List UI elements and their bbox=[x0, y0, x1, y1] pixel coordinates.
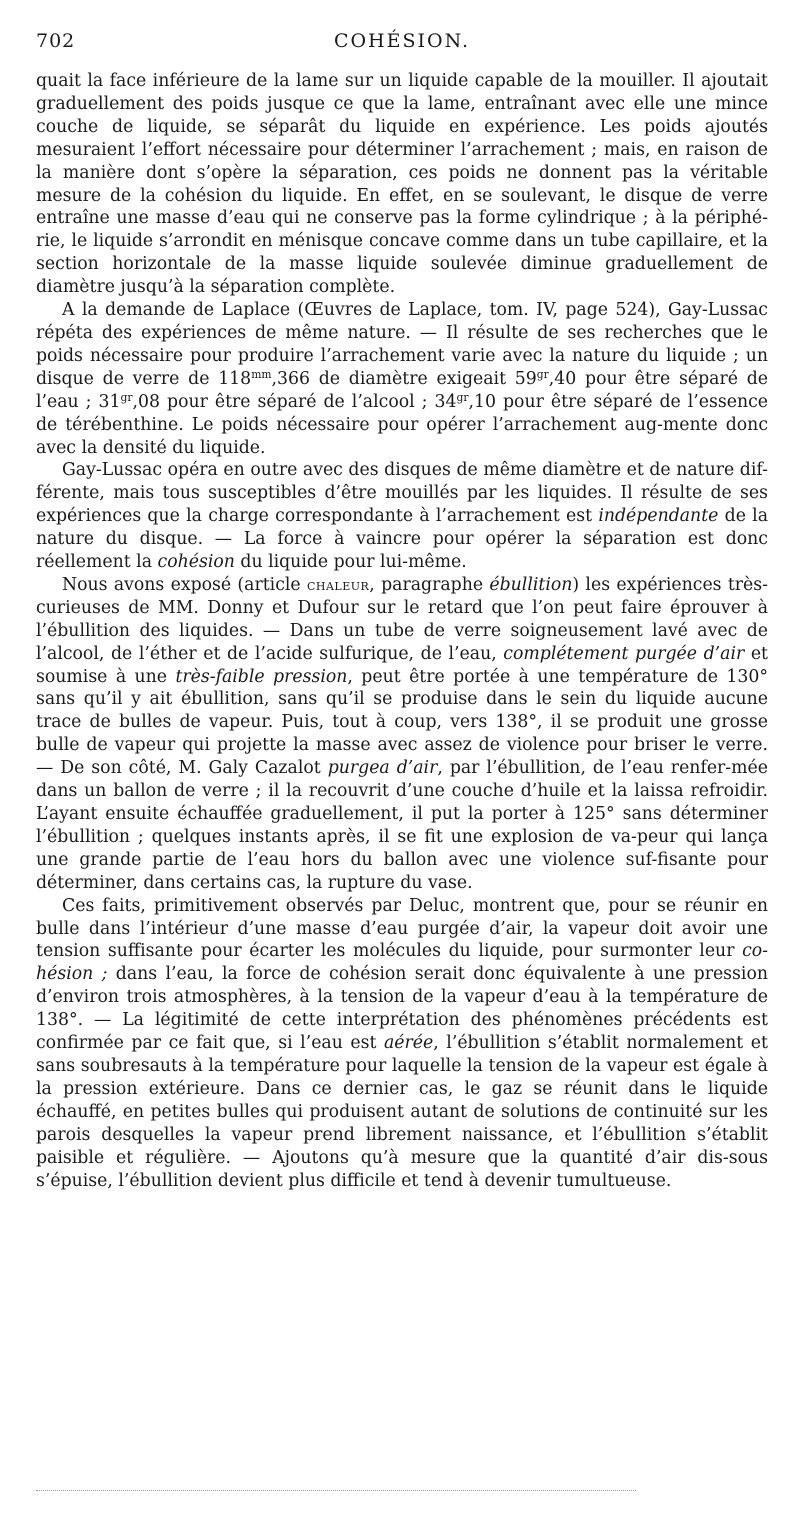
italic-text: aérée bbox=[384, 1033, 434, 1054]
italic-text: complétement purgée d’air bbox=[503, 643, 745, 664]
italic-text: indépendante bbox=[598, 506, 719, 527]
page-header bbox=[36, 30, 768, 56]
paragraph bbox=[36, 70, 768, 299]
unit-superscript: gr bbox=[456, 390, 469, 404]
text-run: , par l’ébullition, de l’eau renfer-mée dans un ballon de verre ; il la recouvrit d’une couche d’huile et la laissa refroidir. L’ayant ensuite échauffée graduellement, il put la porter à 125° sans déterminer l’ébullition ; quelques instants après, il se fit une explosion de va-peur qui lança une grande partie de l’eau hors du ballon avec une violence suf-fisante pour déterminer, dans certains cas, la rupture du vase. bbox=[36, 758, 768, 893]
italic-text: très-faible pression bbox=[175, 666, 348, 687]
unit-superscript: gr bbox=[536, 367, 549, 381]
text-run: A la demande de Laplace (Œuvres de Laplace, tom. IV, page 524), Gay-Lussac répéta des expériences de même nature. — Il résulte de ses recherches que le poids nécessaire pour produire l’arrachement varie avec la nature du liquide ; un disque de verre de 118 bbox=[36, 300, 768, 389]
running-title: COHÉSION. bbox=[333, 30, 471, 52]
book-page bbox=[36, 30, 768, 1192]
text-run: ,08 pour être séparé de l’alcool ; 34 bbox=[132, 391, 457, 412]
unit-superscript: gr bbox=[120, 390, 133, 404]
footer-rule bbox=[36, 1490, 636, 1491]
text-run: , peut être portée à une température de 130° sans qu’il y ait ébullition, sans qu’il se produise dans le sein du liquide aucune trace de bulles de vapeur. Puis, tout à coup, vers 138°, il se produit une grosse bulle de vapeur qui projette la masse avec assez de violence pour briser le verre. — De son côté, M. Galy Cazalot bbox=[36, 666, 768, 779]
text-run: ,10 pour être séparé de l’essence de térébenthine. Le poids nécessaire pour opérer l’arrachement aug-mente donc avec la densité du liquide. bbox=[36, 391, 769, 458]
text-run: du liquide pour lui-même. bbox=[234, 552, 467, 573]
text-run: , l’ébullition s’établit normalement et sans soubresauts à la température pour laquelle la tension de la vapeur est égale à la pression extérieure. Dans ce dernier cas, le gaz se réunit dans le liquide échauffé, en petites bulles qui produisent autant de solutions de continuité sur les parois desquelles la vapeur prend librement naissance, et l’ébullition s’établit paisible et régulière. — Ajoutons qu’à mesure que la quantité d’air dis-sous s’épuise, l’ébullition devient plus difficile et tend à devenir tumultueuse. bbox=[36, 1033, 768, 1191]
text-run: Nous avons exposé (article bbox=[62, 574, 307, 595]
body-text bbox=[36, 70, 768, 1192]
text-run: ,366 de diamètre exigeait 59 bbox=[271, 368, 537, 389]
text-run: ,40 pour être séparé de l’eau ; 31 bbox=[36, 368, 769, 412]
italic-text: cohésion bbox=[157, 552, 235, 573]
text-run: , paragraphe bbox=[369, 574, 490, 595]
text-run: et soumise à une bbox=[36, 643, 768, 687]
paragraph bbox=[36, 459, 768, 574]
text-run: Ces faits, primitivement observés par Deluc, montrent que, pour se réunir en bulle dans l’intérieur d’une masse d’eau purgée d’air, la vapeur doit avoir une tension suffisante pour écarter les molécules du liquide, pour surmonter leur bbox=[36, 895, 768, 962]
text-run: ) les expériences très-curieuses de MM. Donny et Dufour sur le retard que l’on peut faire éprouver à l’ébullition des liquides. — Dans un tube de verre soigneusement lavé avec de l’alcool, de l’éther et de l’acide sulfurique, de l’eau, bbox=[36, 574, 768, 664]
text-run: de la nature du disque. — La force à vaincre pour opérer la séparation est donc réellement la bbox=[36, 506, 769, 573]
text-run: dans l’eau, la force de cohésion serait donc équivalente à une pression d’environ trois atmosphères, à la tension de la vapeur d’eau à la température de 138°. — La légitimité de cette interprétation des phénomènes précédents est confirmée par ce fait que, si l’eau est bbox=[36, 964, 768, 1054]
italic-text: co-hésion ; bbox=[36, 941, 768, 985]
paragraph bbox=[36, 299, 768, 459]
page-number: 702 bbox=[36, 30, 76, 52]
italic-text: purgea d’air bbox=[327, 758, 438, 779]
italic-text: ébullition bbox=[489, 574, 573, 595]
small-caps-text: chaleur bbox=[306, 575, 370, 594]
unit-superscript: mm bbox=[251, 367, 272, 381]
paragraph bbox=[36, 895, 768, 1193]
paragraph bbox=[36, 574, 768, 895]
text-run: quait la face inférieure de la lame sur un liquide capable de la mouiller. Il ajoutait graduellement des poids jusque ce que la lame, entraînant avec elle une mince couche de liquide, se séparât du liquide en expérience. Les poids ajoutés mesuraient l’effort nécessaire pour déterminer l’arrachement ; mais, en raison de la manière dont s’opère la séparation, ces poids ne donnent pas la véritable mesure de la cohésion du liquide. En effet, en se soulevant, le disque de verre entraîne une masse d’eau qui ne conserve pas la forme cylindrique ; à la périphé-rie, le liquide s’arrondit en ménisque concave comme dans un tube capillaire, et la section horizontale de la masse liquide soulevée diminue graduellement de diamètre jusqu’à la séparation complète. bbox=[36, 71, 768, 298]
text-run: Gay-Lussac opéra en outre avec des disques de même diamètre et de nature dif-férente, mais tous susceptibles d’être mouillés par les liquides. Il résulte de ses expériences que la charge correspondante à l’arrachement est bbox=[36, 460, 768, 527]
